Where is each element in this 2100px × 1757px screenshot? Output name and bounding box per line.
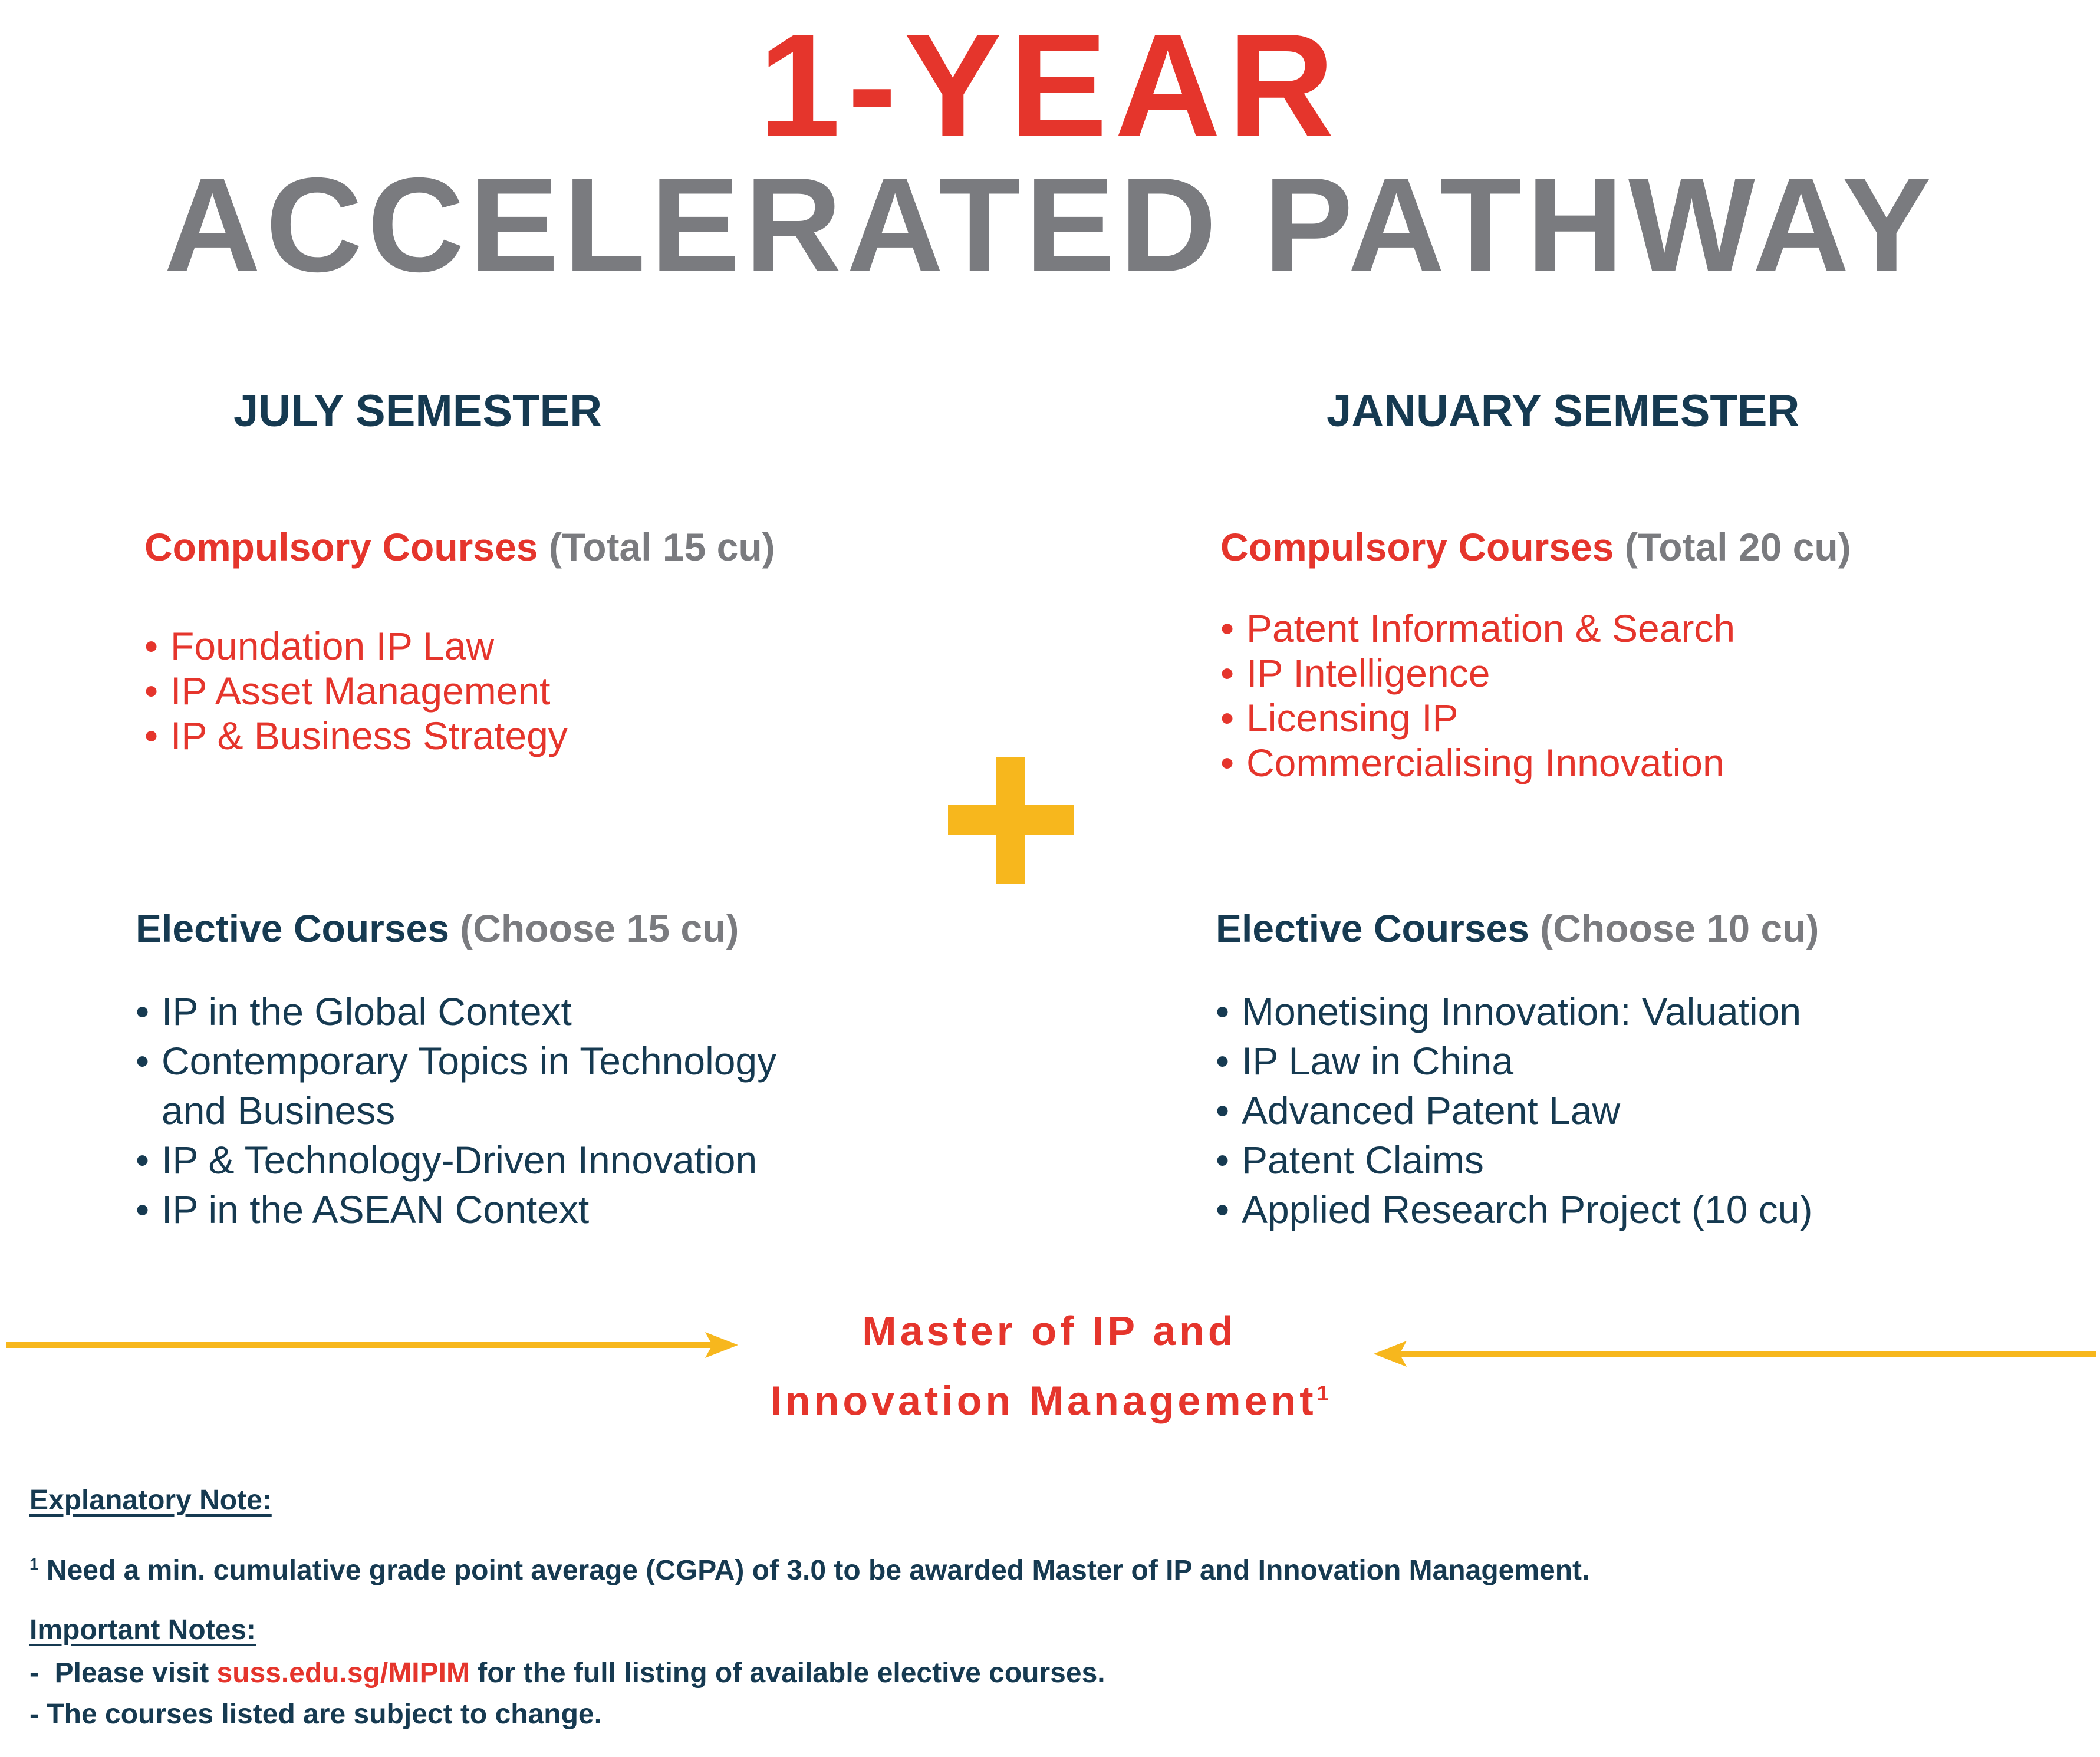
january-elective-heading [1216, 906, 1819, 950]
list-item: • Contemporary Topics in Technology [136, 1039, 777, 1083]
footnote-mark: 1 [1316, 1381, 1329, 1405]
july-compulsory-total: (Total 15 cu) [548, 525, 775, 569]
january-semester-heading: JANUARY SEMESTER [1327, 386, 1800, 436]
list-item: • IP Law in China [1216, 1039, 1514, 1083]
degree-line-2: Innovation Management$^1$ [770, 1377, 1329, 1424]
list-item: • IP Intelligence [1220, 651, 1490, 695]
explanatory-note-text: $^1$ Need a min. cumulative grade point average (CGPA) of 3.0 to be awarded Master of IP and Innovation Management. [29, 1555, 1590, 1586]
july-elective-heading [136, 906, 739, 950]
july-semester-heading: JULY SEMESTER [233, 386, 603, 436]
list-item: and Business [162, 1089, 396, 1132]
july-elective-total: (Choose 15 cu) [460, 906, 739, 950]
important-note-1: - Please visit suss.edu.sg/MIPIM for the full listing of available elective courses. [29, 1657, 1105, 1689]
list-item: • Patent Claims [1216, 1138, 1484, 1182]
january-elective-list [1216, 987, 1812, 1234]
list-item: • IP Asset Management [144, 669, 551, 713]
list-item: • Monetising Innovation: Valuation [1216, 990, 1802, 1033]
january-elective-total: (Choose 10 cu) [1540, 906, 1819, 950]
explanatory-note-heading: Explanatory Note: [29, 1485, 272, 1516]
plus-icon [948, 805, 1074, 835]
list-item: • Applied Research Project (10 cu) [1216, 1188, 1813, 1231]
title-line-2: ACCELERATED PATHWAY [163, 150, 1937, 300]
list-item: • Licensing IP [1220, 696, 1459, 740]
title-line-1: 1-YEAR [758, 3, 1342, 167]
list-item: • Foundation IP Law [144, 624, 495, 668]
july-compulsory-heading [144, 525, 775, 569]
list-item: • Commercialising Innovation [1220, 741, 1724, 784]
january-elective-label: Elective Courses [1216, 906, 1529, 950]
january-compulsory-heading [1220, 525, 1851, 569]
july-elective-list [136, 987, 776, 1234]
list-item: • IP in the Global Context [136, 990, 572, 1033]
january-compulsory-total: (Total 20 cu) [1624, 525, 1851, 569]
list-item: • IP & Business Strategy [144, 714, 568, 757]
list-item: • Advanced Patent Law [1216, 1089, 1621, 1132]
july-compulsory-list [144, 624, 568, 758]
july-elective-label: Elective Courses [136, 906, 449, 950]
january-compulsory-label: Compulsory Courses [1220, 525, 1614, 569]
degree-line-1: Master of IP and [862, 1308, 1237, 1354]
arrow-left-icon [1374, 1341, 1407, 1367]
degree-outcome [731, 1300, 1368, 1432]
list-item: • IP in the ASEAN Context [136, 1188, 590, 1231]
important-notes-heading: Important Notes: [29, 1614, 256, 1646]
important-note-2: - The courses listed are subject to change. [29, 1699, 602, 1730]
july-compulsory-label: Compulsory Courses [144, 525, 538, 569]
list-item: • Patent Information & Search [1220, 606, 1736, 650]
mipim-link[interactable]: suss.edu.sg/MIPIM [216, 1657, 470, 1689]
list-item: • IP & Technology-Driven Innovation [136, 1138, 758, 1182]
january-compulsory-list [1220, 606, 1735, 785]
